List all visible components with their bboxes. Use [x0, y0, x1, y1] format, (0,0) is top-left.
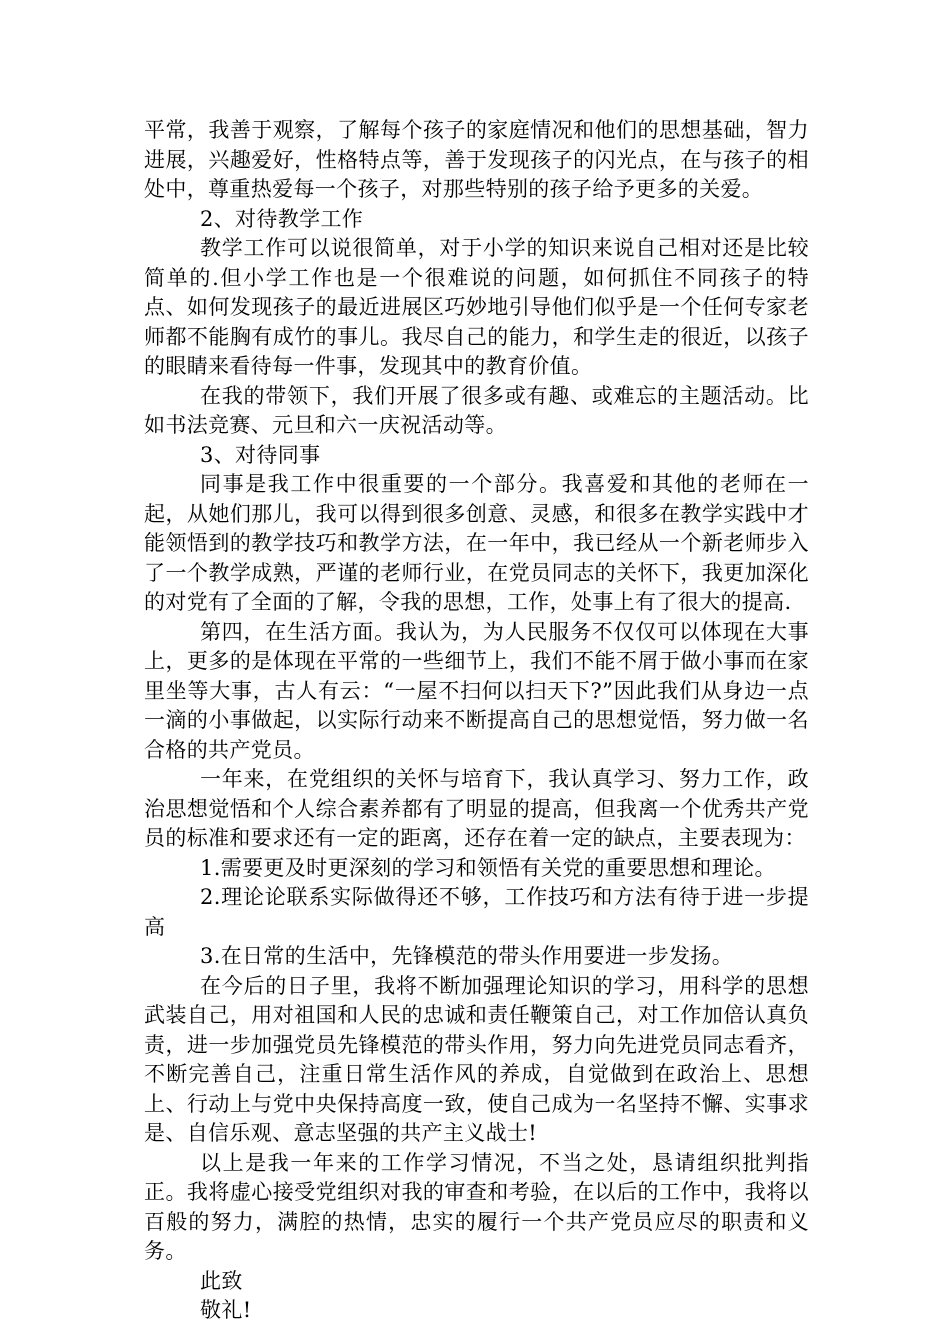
paragraph-teaching: 教学工作可以说很简单，对于小学的知识来说自己相对还是比较简单的.但小学工作也是一个很难说的问题，如何抓住不同孩子的特点、如何发现孩子的最近进展区巧妙地引导他们似乎是一个任何专家老师都不能胸有成竹的事儿。我尽自己的能力，和学生走的很近，以孩子的眼睛来看待每一件事，发现其中的教育价值。: [144, 236, 809, 378]
paragraph-future: 在今后的日子里，我将不断加强理论知识的学习，用科学的思想武装自己，用对祖国和人民的忠诚和责任鞭策自己，对工作加倍认真负责，进一步加强党员先锋模范的带头作用，努力向先进党员同志看齐，不断完善自己，注重日常生活作风的养成，自觉做到在政治上、思想上、行动上与党中央保持高度一致，使自己成为一名坚持不懈、实事求是、自信乐观、意志坚强的共产主义战士!: [144, 973, 809, 1145]
paragraph-shortcomings: 一年来，在党组织的关怀与培育下，我认真学习、努力工作，政治思想觉悟和个人综合素养都有了明显的提高，但我离一个优秀共产党员的标准和要求还有一定的距离，还存在着一定的缺点，主要表现为：: [144, 767, 809, 850]
document-body: [144, 116, 809, 1326]
paragraph-1: 平常，我善于观察，了解每个孩子的家庭情况和他们的思想基础，智力进展，兴趣爱好，性格特点等，善于发现孩子的闪光点，在与孩子的相处中，尊重热爱每一个孩子，对那些特别的孩子给予更多的关爱。: [144, 118, 809, 201]
paragraph-colleagues: 同事是我工作中很重要的一个部分。我喜爱和其他的老师在一起，从她们那儿，我可以得到很多创意、灵感，和很多在教学实践中才能领悟到的教学技巧和教学方法，在一年中，我已经从一个新老师步入了一个教学成熟，严谨的老师行业，在党员同志的关怀下，我更加深化的对党有了全面的了解，令我的思想，工作，处事上有了很大的提高.: [144, 472, 809, 614]
list-item-1: 1.需要更及时更深刻的学习和领悟有关党的重要思想和理论。: [200, 855, 776, 880]
paragraph-activities: 在我的带领下，我们开展了很多或有趣、或难忘的主题活动。比如书法竞赛、元旦和六一庆祝活动等。: [144, 383, 809, 437]
closing-salutation: 此致: [200, 1268, 243, 1293]
paragraph-summary: 以上是我一年来的工作学习情况，不当之处，恳请组织批判指正。我将虚心接受党组织对我的审查和考验，在以后的工作中，我将以百般的努力，满腔的热情，忠实的履行一个共产党员应尽的职责和义务。: [144, 1150, 809, 1263]
list-item-2: 2.理论论联系实际做得还不够，工作技巧和方法有待于进一步提高: [144, 885, 809, 939]
section-heading-colleagues: 3、对待同事: [200, 442, 321, 467]
paragraph-life: 第四，在生活方面。我认为，为人民服务不仅仅可以体现在大事上，更多的是体现在平常的一些细节上，我们不能不屑于做小事而在家里坐等大事，古人有云：“一屋不扫何以扫天下?”因此我们从身边一点一滴的小事做起，以实际行动来不断提高自己的思想觉悟，努力做一名合格的共产党员。: [144, 619, 809, 762]
list-item-3: 3.在日常的生活中，先锋模范的带头作用要进一步发扬。: [200, 944, 734, 968]
section-heading-teaching: 2、对待教学工作: [200, 206, 364, 231]
closing-regards: 敬礼!: [200, 1298, 252, 1322]
